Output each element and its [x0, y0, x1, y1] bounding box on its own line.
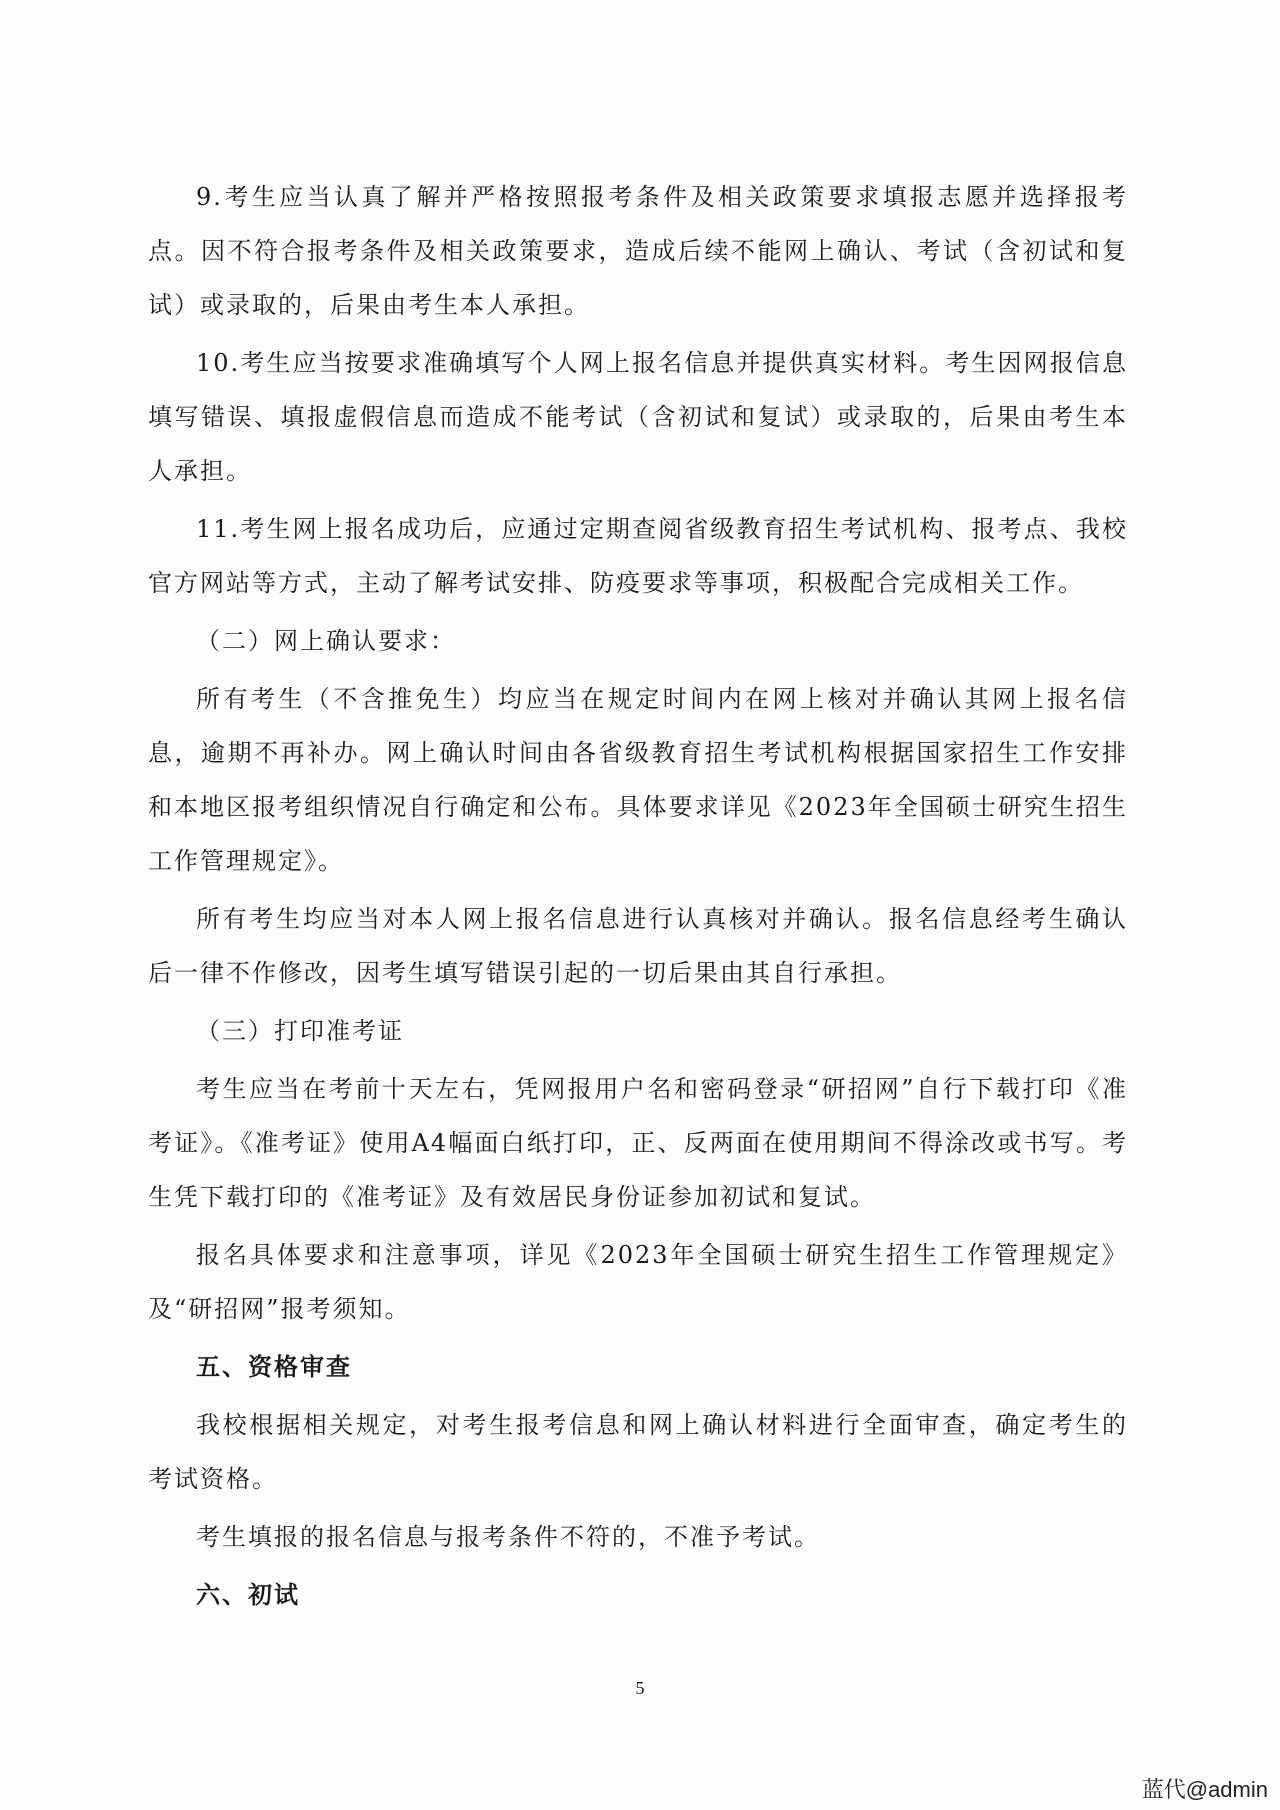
paragraph-online-confirmation: 所有考生（不含推免生）均应当在规定时间内在网上核对并确认其网上报名信息，逾期不再补办。网上确认时间由各省级教育招生考试机构根据国家招生工作安排和本地区报考组织情况自行确定和公布。具体要求详见《2023年全国硕士研究生招生工作管理规定》。 [148, 685, 1128, 875]
section-heading-preliminary-exam: 六、初试 [196, 1580, 300, 1609]
document-body [148, 170, 1128, 1626]
paragraph-item-9: 9.考生应当认真了解并严格按照报考条件及相关政策要求填报志愿并选择报考点。因不符合报考条件及相关政策要求，造成后续不能网上确认、考试（含初试和复试）或录取的，后果由考生本人承担。 [148, 183, 1128, 319]
watermark: 蓝代@admin [1141, 1777, 1268, 1802]
paragraph-qualification-review: 我校根据相关规定，对考生报考信息和网上确认材料进行全面审查，确定考生的考试资格。 [148, 1411, 1128, 1493]
page-number: 5 [635, 1678, 645, 1698]
paragraph-item-10: 10.考生应当按要求准确填写个人网上报名信息并提供真实材料。考生因网报信息填写错误、填报虚假信息而造成不能考试（含初试和复试）或录取的，后果由考生本人承担。 [148, 349, 1128, 485]
subsection-title-admission-ticket: （三）打印准考证 [196, 1017, 404, 1045]
paragraph-confirmation-responsibility: 所有考生均应当对本人网上报名信息进行认真核对并确认。报名信息经考生确认后一律不作修改，因考生填写错误引起的一切后果由其自行承担。 [148, 905, 1128, 987]
paragraph-admission-ticket: 考生应当在考前十天左右，凭网报用户名和密码登录“研招网”自行下载打印《准考证》。《准考证》使用A4幅面白纸打印，正、反两面在使用期间不得涂改或书写。考生凭下载打印的《准考证》及有效居民身份证参加初试和复试。 [148, 1075, 1128, 1211]
subsection-title-online-confirmation: （二）网上确认要求： [196, 627, 456, 655]
paragraph-ineligible: 考生填报的报名信息与报考条件不符的，不准予考试。 [196, 1523, 820, 1551]
paragraph-registration-notes: 报名具体要求和注意事项，详见《2023年全国硕士研究生招生工作管理规定》及“研招网”报考须知。 [148, 1241, 1128, 1323]
section-heading-qualification-review: 五、资格审查 [196, 1352, 352, 1381]
paragraph-item-11: 11.考生网上报名成功后，应通过定期查阅省级教育招生考试机构、报考点、我校官方网站等方式，主动了解考试安排、防疫要求等事项，积极配合完成相关工作。 [148, 515, 1128, 597]
